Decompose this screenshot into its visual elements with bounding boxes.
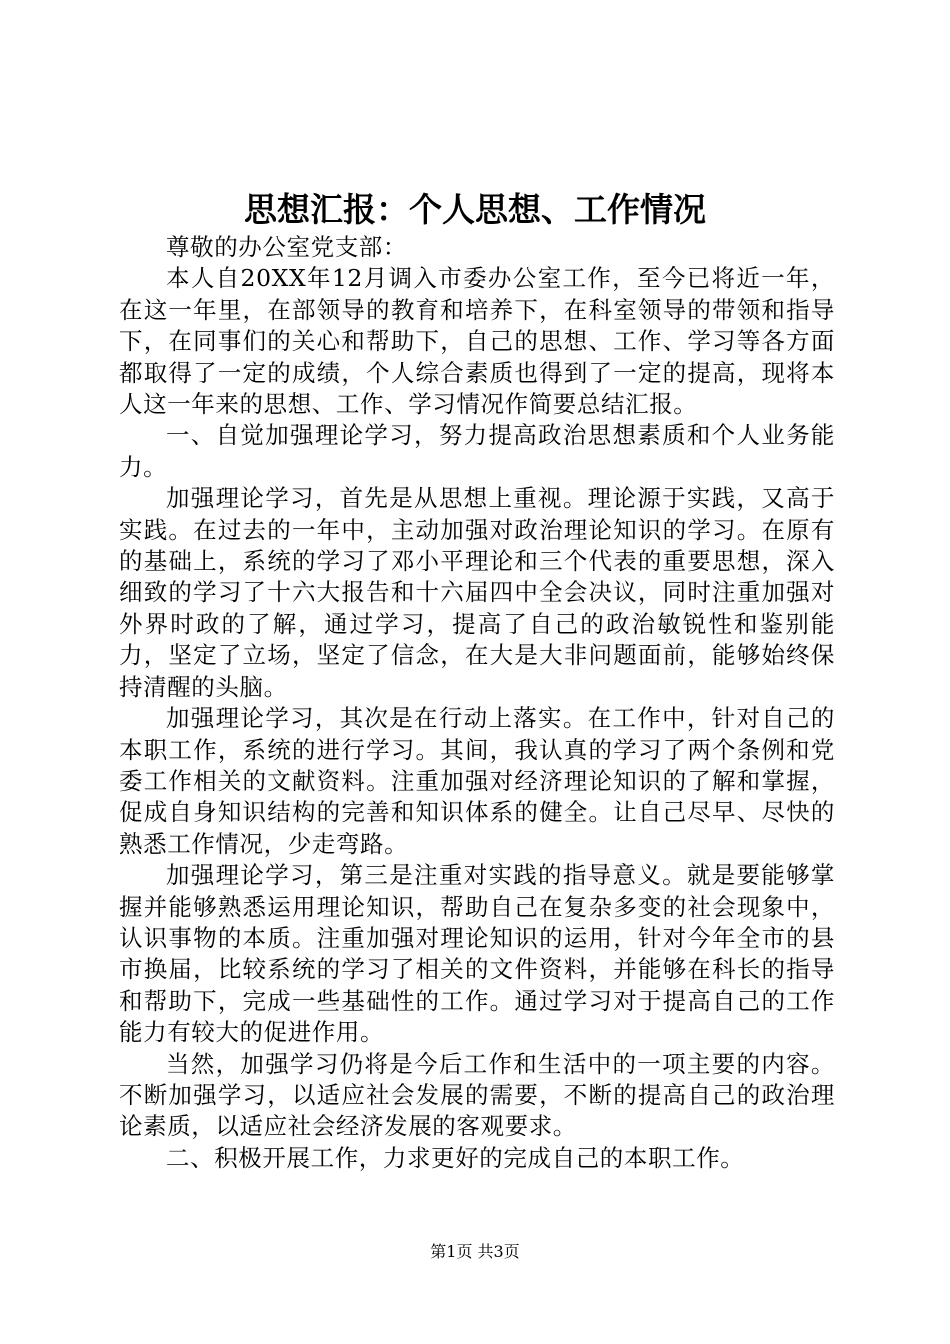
document-title: 思想汇报：个人思想、工作情况 <box>244 190 706 229</box>
document-body <box>119 232 835 1174</box>
salutation: 尊敬的办公室党支部： <box>166 233 407 261</box>
paragraph-conclusion: 当然，加强学习仍将是今后工作和生活中的一项主要的内容。不断加强学习，以适应社会发展的需要，不断的提高自己的政治理论素质，以适应社会经济发展的客观要求。 <box>119 1049 835 1141</box>
paragraph-theory-2: 加强理论学习，其次是在行动上落实。在工作中，针对自己的本职工作，系统的进行学习。其间，我认真的学习了两个条例和党委工作相关的文献资料。注重加强对经济理论知识的了解和掌握，促成自身知识结构的完善和知识体系的健全。让自己尽早、尽快的熟悉工作情况，少走弯路。 <box>119 704 835 858</box>
paragraph-intro: 本人自20XX年12月调入市委办公室工作，至今已将近一年，在这一年里，在部领导的教育和培养下，在科室领导的带领和指导下，在同事们的关心和帮助下，自己的思想、工作、学习等各方面都取得了一定的成绩，个人综合素质也得到了一定的提高，现将本人这一年来的思想、工作、学习情况作简要总结汇报。 <box>119 264 835 419</box>
page-number-footer: 第1页 共3页 <box>430 1242 520 1261</box>
paragraph-theory-3: 加强理论学习，第三是注重对实践的指导意义。就是要能够掌握并能够熟悉运用理论知识，帮助自己在复杂多变的社会现象中，认识事物的本质。注重加强对理论知识的运用，针对今年全市的县市换届，比较系统的学习了相关的文件资料，并能够在科长的指导和帮助下，完成一些基础性的工作。通过学习对于提高自己的工作能力有较大的促进作用。 <box>119 861 835 1047</box>
section-heading-2: 二、积极开展工作，力求更好的完成自己的本职工作。 <box>166 1143 745 1172</box>
section-heading-1: 一、自觉加强理论学习，努力提高政治思想素质和个人业务能力。 <box>119 421 835 481</box>
paragraph-theory-1: 加强理论学习，首先是从思想上重视。理论源于实践，又高于实践。在过去的一年中，主动加强对政治理论知识的学习。在原有的基础上，系统的学习了邓小平理论和三个代表的重要思想，深入细致的学习了十六大报告和十六届四中全会决议，同时注重加强对外界时政的了解，通过学习，提高了自己的政治敏锐性和鉴别能力，坚定了立场，坚定了信念，在大是大非问题面前，能够始终保持清醒的头脑。 <box>119 484 835 701</box>
